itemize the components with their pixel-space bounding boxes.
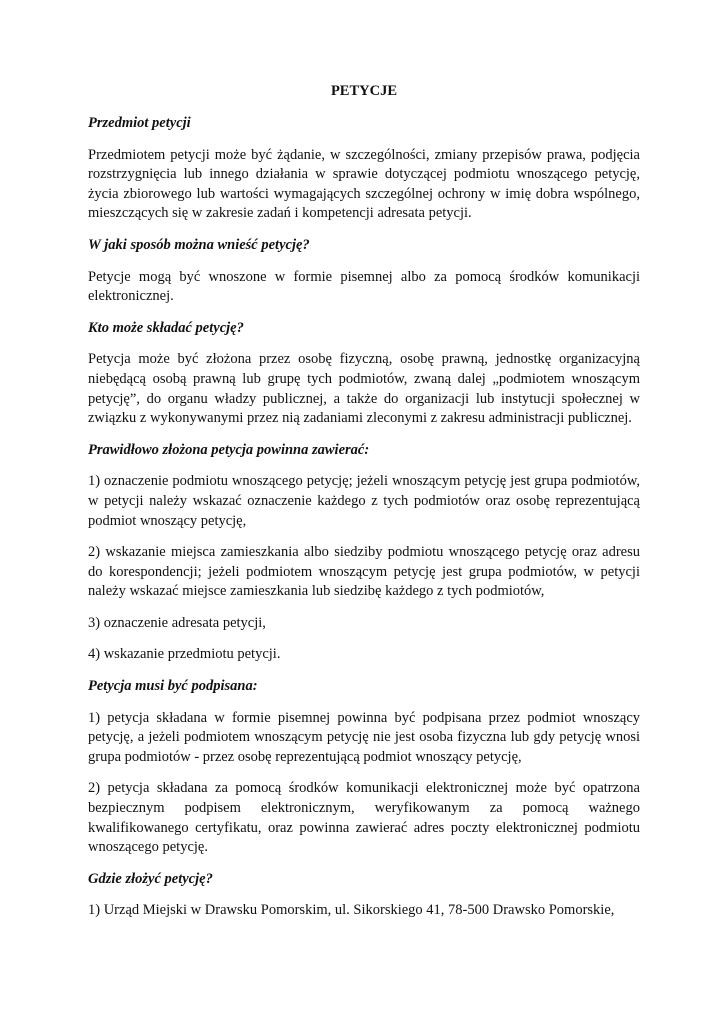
section-kto (88, 319, 640, 429)
section-gdzie (88, 870, 640, 921)
section-heading: Prawidłowo złożona petycja powinna zawierać: (88, 441, 370, 458)
section-sposob (88, 236, 640, 307)
list-item: 1) petycja składana w formie pisemnej powinna być podpisana przez podmiot wnoszący petycję, a jeżeli podmiotem wnoszącym petycję nie jest osoba fizyczna lub gdy petycję wnosi grupa podmiotów - przez osobę reprezentującą podmiot wnoszący petycję, (88, 709, 640, 765)
section-heading: Gdzie złożyć petycję? (88, 870, 213, 887)
page-title: PETYCJE (330, 83, 398, 99)
section-przedmiot (88, 114, 640, 224)
list-item: 4) wskazanie przedmiotu petycji. (88, 646, 281, 663)
section-heading: W jaki sposób można wnieść petycję? (88, 236, 310, 253)
paragraph: Przedmiotem petycji może być żądanie, w szczególności, zmiany przepisów prawa, podjęcia rozstrzygnięcia lub innego działania w sprawie dotyczącej podmiotu wnoszącego petycję, życia zbiorowego lub wartości wymagających szczególnej ochrony w imię dobra wspólnego, mieszczących się w zakresie zadań i kompetencji adresata petycji. (88, 146, 640, 222)
section-heading: Kto może składać petycję? (88, 319, 244, 336)
list-item: 1) Urząd Miejski w Drawsku Pomorskim, ul. Sikorskiego 41, 78-500 Drawsko Pomorskie, (88, 902, 615, 919)
list-item: 2) petycja składana za pomocą środków komunikacji elektronicznej może być opatrzona bezpiecznym podpisem elektronicznym, weryfikowanym za pomocą ważnego kwalifikowanego certyfikatu, oraz powinna zawierać adres poczty elektronicznej podmiotu wnoszącego petycję. (88, 780, 640, 856)
list-item: 1) oznaczenie podmiotu wnoszącego petycję; jeżeli wnoszącym petycję jest grupa podmiotów, w petycji należy wskazać oznaczenie każdego z tych podmiotów oraz osobę reprezentującą podmiot wnoszący petycję, (88, 473, 640, 529)
section-heading: Przedmiot petycji (88, 115, 191, 131)
paragraph: Petycja może być złożona przez osobę fizyczną, osobę prawną, jednostkę organizacyjną niebędącą osobą prawną lub grupę tych podmiotów, zwaną dalej „podmiotem wnoszącym petycję”, do organu władzy publicznej, a także do organizacji lub instytucji społecznej w związku z wykonywanymi przez nią zadaniami zleconymi z zakresu administracji publicznej. (88, 351, 640, 427)
document-page (88, 83, 640, 933)
section-podpis (88, 677, 640, 858)
paragraph: Petycje mogą być wnoszone w formie pisemnej albo za pomocą środków komunikacji elektronicznej. (88, 268, 640, 305)
section-heading: Petycja musi być podpisana: (88, 678, 258, 695)
list-item: 3) oznaczenie adresata petycji, (88, 614, 266, 631)
list-item: 2) wskazanie miejsca zamieszkania albo siedziby podmiotu wnoszącego petycję oraz adresu do korespondencji; jeżeli podmiotem wnoszącym petycję jest grupa podmiotów, w petycji należy wskazać miejsce zamieszkania lub siedzibę każdego z tych podmiotów, (88, 544, 640, 600)
section-zawartosc (88, 441, 640, 665)
